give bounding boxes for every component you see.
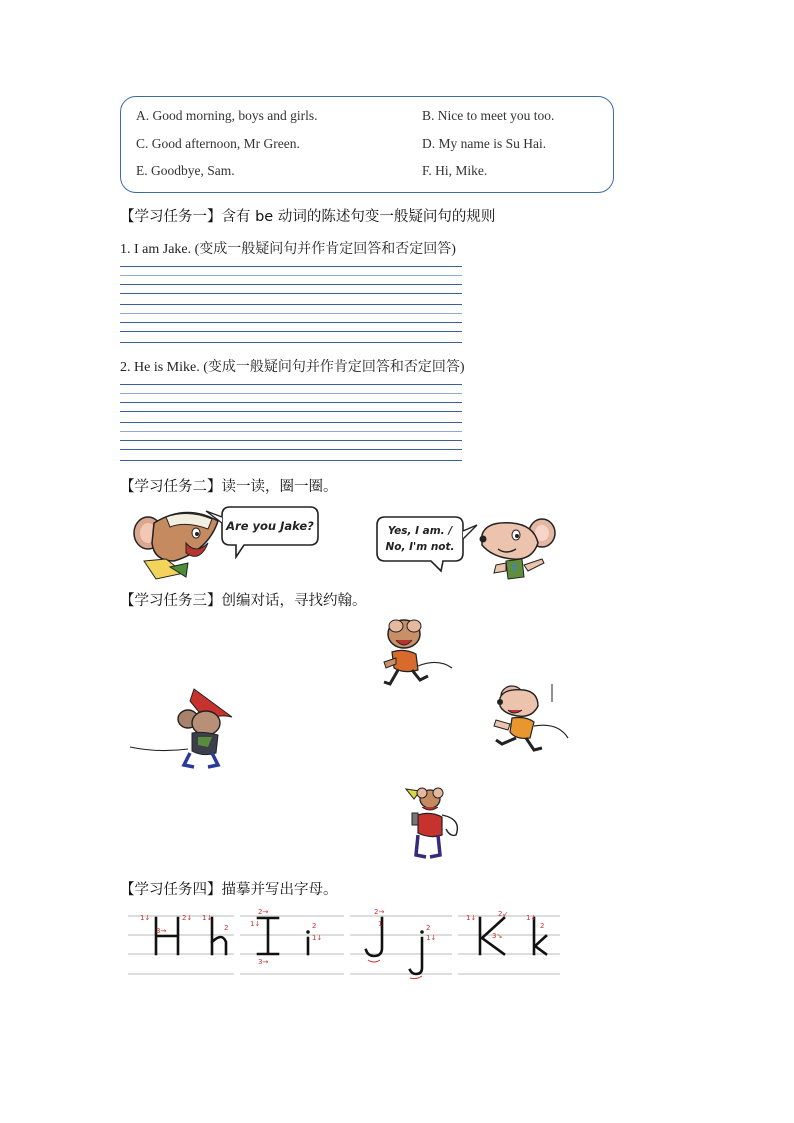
svg-text:2→: 2→	[258, 908, 269, 916]
task4-heading: 【学习任务四】描摹并写出字母。	[120, 882, 338, 898]
svg-text:2↙: 2↙	[498, 910, 509, 918]
svg-text:2↓: 2↓	[182, 914, 193, 922]
tracing-box-jj	[350, 916, 452, 974]
speech-bubble-answer	[373, 513, 483, 573]
letter-I-glyph	[250, 908, 278, 966]
option-f: F. Hi, Mike.	[422, 163, 488, 178]
svg-text:1↓: 1↓	[202, 914, 213, 922]
mouse-running-illustration	[482, 682, 572, 754]
tracing-box-kk	[458, 916, 560, 974]
mouse-jumping-illustration	[380, 618, 456, 692]
letter-j-glyph	[410, 924, 436, 979]
option-e: E. Goodbye, Sam.	[136, 163, 235, 178]
tracing-box-hh	[128, 916, 234, 974]
letter-H-glyph	[140, 914, 192, 954]
letter-K-glyph	[466, 910, 508, 954]
svg-text:1↓: 1↓	[426, 934, 437, 942]
svg-text:2: 2	[426, 924, 431, 932]
mouse-mike-illustration	[472, 515, 564, 581]
svg-text:2: 2	[224, 924, 229, 932]
task1-question-2: 2. He is Mike. (变成一般疑问句并作肯定回答和否定回答)	[120, 360, 465, 375]
task3-heading: 【学习任务三】创编对话，寻找约翰。	[120, 593, 367, 609]
speech-bubble-question	[200, 503, 322, 559]
letter-h-glyph	[202, 914, 228, 954]
option-d: D. My name is Su Hai.	[422, 136, 547, 151]
letter-tracing-strip[interactable]	[126, 908, 562, 980]
task1-heading: 【学习任务一】含有 be 动词的陈述句变一般疑问句的规则	[120, 209, 496, 225]
option-c: C. Good afternoon, Mr Green.	[136, 136, 300, 151]
mouse-red-scarf-illustration	[128, 687, 248, 769]
bubble-answer-line1: Yes, I am. /	[387, 525, 453, 537]
mouse-phone-illustration	[392, 785, 472, 863]
bubble-answer-line2: No, I'm not.	[385, 541, 455, 553]
svg-text:2: 2	[312, 922, 317, 930]
svg-text:1↓: 1↓	[526, 914, 537, 922]
task1-question-1: 1. I am Jake. (变成一般疑问句并作肯定回答和否定回答)	[120, 242, 456, 257]
option-a: A. Good morning, boys and girls.	[136, 108, 318, 123]
letter-k-glyph	[526, 914, 546, 954]
svg-text:1↓: 1↓	[312, 934, 323, 942]
svg-text:2: 2	[540, 922, 545, 930]
writing-lines-1[interactable]	[120, 264, 462, 346]
option-b: B. Nice to meet you too.	[422, 108, 555, 123]
svg-text:1↓: 1↓	[466, 914, 477, 922]
svg-text:3↘: 3↘	[492, 932, 503, 940]
bubble-question-text: Are you Jake?	[226, 519, 314, 533]
options-box	[120, 96, 614, 193]
letter-i-glyph	[306, 922, 322, 954]
svg-text:2→: 2→	[374, 908, 385, 916]
svg-text:1: 1	[378, 920, 383, 928]
writing-lines-2[interactable]	[120, 382, 462, 464]
task2-heading: 【学习任务二】读一读，圈一圈。	[120, 479, 338, 495]
svg-text:3→: 3→	[258, 958, 269, 966]
svg-text:3→: 3→	[156, 927, 167, 935]
svg-text:1↓: 1↓	[140, 914, 151, 922]
svg-text:1↓: 1↓	[250, 920, 261, 928]
